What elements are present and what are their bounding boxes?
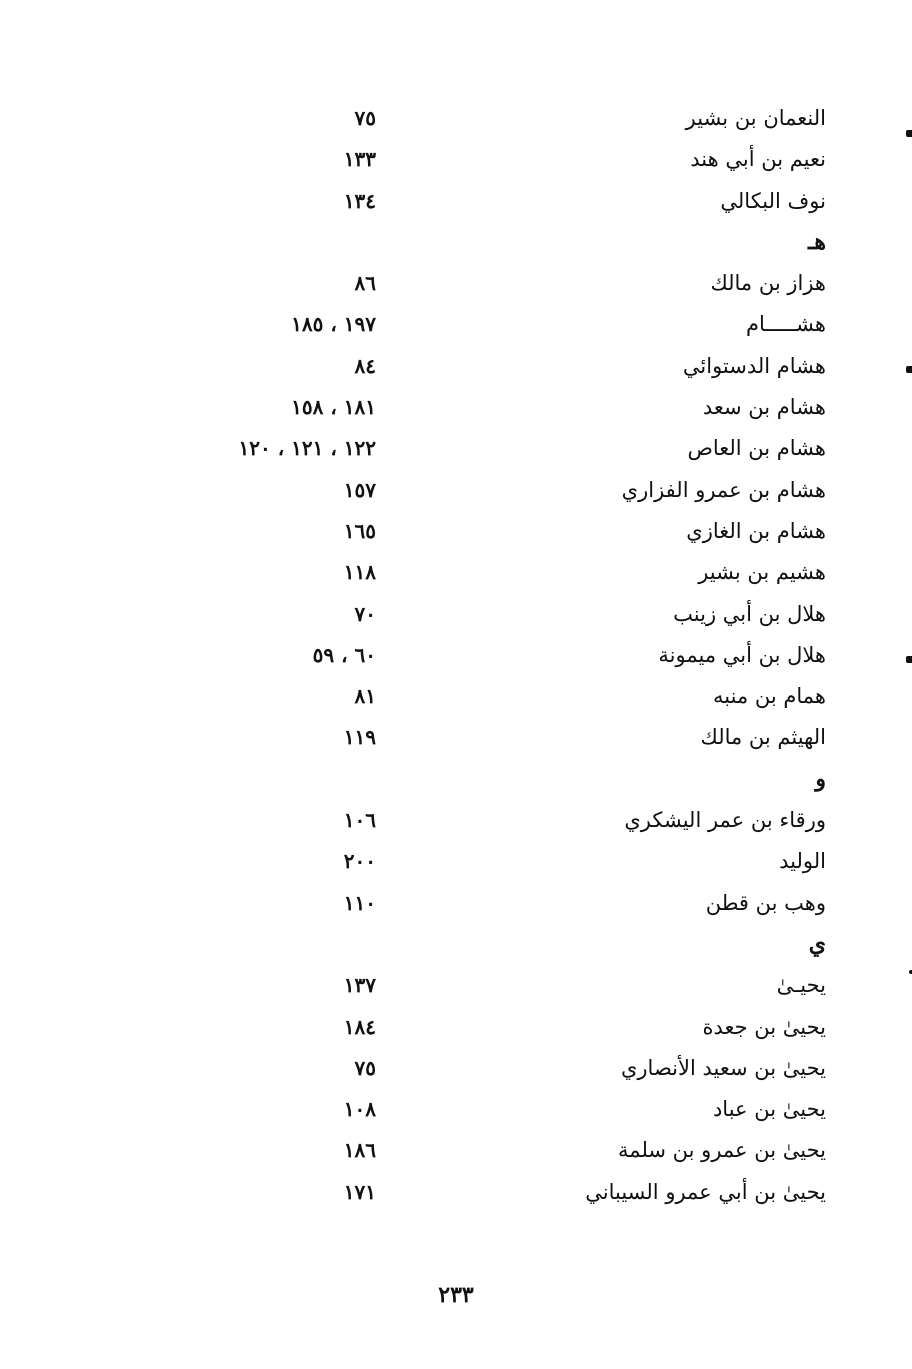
section-letter: و (815, 765, 826, 792)
entry-name: هشام بن الغازي (686, 518, 826, 543)
entry-name: يحيىٰ بن أبي عمرو السيباني (585, 1179, 826, 1204)
entry-name: يحيىٰ بن جعدة (702, 1014, 826, 1039)
index-entry (0, 1089, 912, 1130)
index-entry (0, 263, 912, 304)
entry-name: يحيىٰ بن عمرو بن سلمة (618, 1138, 826, 1163)
entry-page-numbers: ٨٦ (354, 271, 376, 296)
entry-name: ورقاء بن عمر اليشكري (624, 808, 826, 833)
entry-page-numbers: ٨٤ (354, 353, 376, 378)
index-entry (0, 98, 912, 139)
entry-name: وهب بن قطن (705, 890, 826, 915)
entry-name: الوليد (779, 849, 826, 874)
entry-page-numbers: ١٢٢ ، ١٢١ ، ١٢٠ (238, 436, 376, 461)
entry-name: نعيم بن أبي هند (690, 147, 826, 172)
entry-page-numbers: ٧٠ (354, 601, 376, 626)
section-letter: ي (808, 930, 826, 957)
entry-page-numbers: ١٩٧ ، ١٨٥ (291, 312, 376, 337)
index-entry (0, 387, 912, 428)
entry-name: نوف البكالي (720, 188, 826, 213)
entry-page-numbers: ٦٠ ، ٥٩ (312, 642, 376, 667)
index-entry (0, 635, 912, 676)
section-letter-row (0, 759, 912, 800)
entry-page-numbers: ١١٩ (343, 725, 376, 750)
entry-page-numbers: ١١٠ (343, 890, 376, 915)
entry-name: هشام الدستوائي (682, 353, 826, 378)
entry-page-numbers: ١٨١ ، ١٥٨ (291, 395, 376, 420)
entry-name: هشام بن سعد (702, 395, 826, 420)
index-entry (0, 304, 912, 345)
entry-page-numbers: ١٠٦ (343, 808, 376, 833)
entry-page-numbers: ١٠٨ (343, 1097, 376, 1122)
name-index-list (0, 98, 912, 1213)
entry-page-numbers: ١٥٧ (343, 477, 376, 502)
index-entry (0, 139, 912, 180)
entry-name: هشام بن عمرو الفزاري (621, 477, 826, 502)
entry-page-numbers: ١٨٤ (343, 1014, 376, 1039)
entry-name: هشام بن العاص (687, 436, 826, 461)
entry-name: هزاز بن مالك (710, 271, 826, 296)
section-letter: هـ (807, 228, 826, 255)
entry-name: همام بن منبه (713, 684, 826, 709)
page-number: ٢٣٣ (438, 1282, 474, 1308)
entry-page-numbers: ١٣٤ (343, 188, 376, 213)
entry-page-numbers: ١٦٥ (343, 518, 376, 543)
entry-page-numbers: ٧٥ (354, 1055, 376, 1080)
index-entry (0, 1048, 912, 1089)
entry-name: يحيىٰ بن سعيد الأنصاري (620, 1055, 826, 1080)
section-letter-row (0, 924, 912, 965)
index-entry (0, 594, 912, 635)
entry-name: الهيثم بن مالك (700, 725, 826, 750)
entry-page-numbers: ٢٠٠ (343, 849, 376, 874)
section-letter-row (0, 222, 912, 263)
entry-page-numbers: ١٣٣ (343, 147, 376, 172)
entry-page-numbers: ١٨٦ (343, 1138, 376, 1163)
entry-name: يحيـىٰ (776, 973, 826, 998)
entry-page-numbers: ١١٨ (343, 560, 376, 585)
entry-name: هشيم بن بشير (698, 560, 826, 585)
entry-name: هشـــــام (746, 312, 826, 337)
index-entry (0, 181, 912, 222)
index-entry (0, 552, 912, 593)
entry-name: هلال بن أبي ميمونة (658, 642, 826, 667)
entry-name: النعمان بن بشير (685, 106, 826, 130)
index-entry (0, 470, 912, 511)
entry-page-numbers: ٨١ (354, 684, 376, 709)
index-entry (0, 883, 912, 924)
entry-page-numbers: ٧٥ (354, 106, 376, 130)
entry-page-numbers: ١٣٧ (343, 973, 376, 998)
index-entry (0, 717, 912, 758)
index-entry (0, 1007, 912, 1048)
index-entry (0, 1172, 912, 1213)
index-entry (0, 800, 912, 841)
entry-page-numbers: ١٧١ (343, 1179, 376, 1204)
index-entry (0, 511, 912, 552)
entry-name: هلال بن أبي زينب (673, 601, 826, 626)
index-entry (0, 676, 912, 717)
index-entry (0, 841, 912, 882)
index-entry (0, 965, 912, 1006)
index-entry (0, 428, 912, 469)
entry-name: يحيىٰ بن عباد (712, 1097, 826, 1122)
index-entry (0, 346, 912, 387)
index-entry (0, 1130, 912, 1171)
